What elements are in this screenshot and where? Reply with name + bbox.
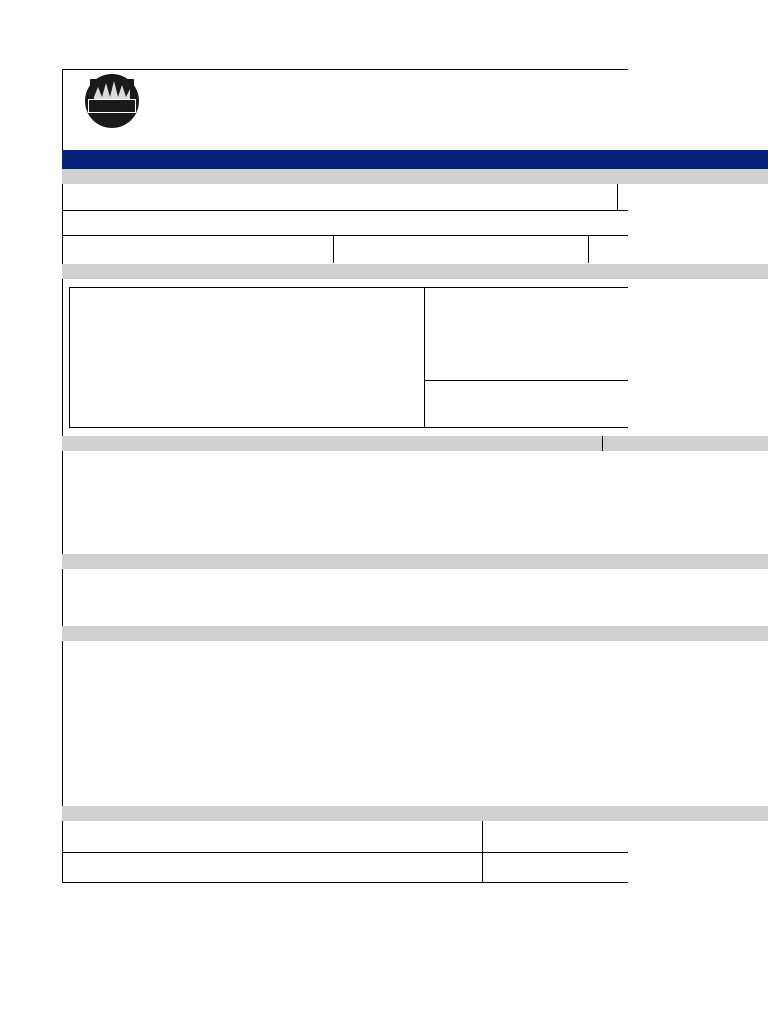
atmospheres-box <box>69 287 425 428</box>
divider <box>333 235 334 263</box>
section-1-bar <box>62 169 768 184</box>
divider <box>424 380 628 381</box>
divider <box>62 235 628 236</box>
divider <box>617 184 618 211</box>
header-band <box>62 150 768 169</box>
section-6-bar <box>62 626 768 641</box>
divider <box>62 852 628 853</box>
divider <box>602 436 603 451</box>
physical-agents-box <box>424 287 628 428</box>
section-7-bar <box>62 806 768 821</box>
company-logo <box>84 73 140 153</box>
divider <box>588 235 589 263</box>
frame-bottom <box>62 882 628 883</box>
frame-top <box>62 69 628 70</box>
section-2-bar <box>62 264 768 279</box>
divider <box>62 210 628 211</box>
logo-emblem-icon <box>84 73 140 129</box>
section-3-bar <box>62 436 768 451</box>
frame-left <box>62 69 63 883</box>
section-5-bar <box>62 554 768 569</box>
